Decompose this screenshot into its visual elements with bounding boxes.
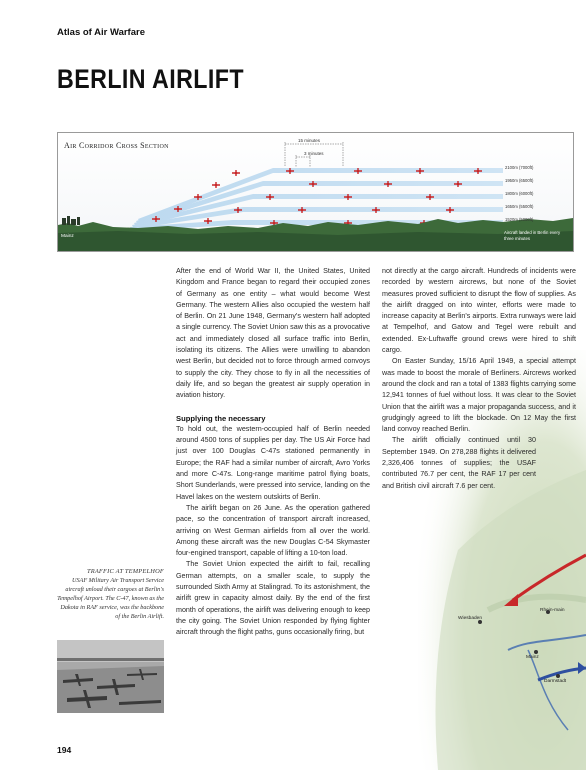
paragraph: To hold out, the western-occupied half of Berlin needed around 4500 tons of supplies per day. The US Air Force had just over 100 Douglas C-47s stationed permanently in Europe; the RAF had a similar number of aircraft, Avro Yorks and more C-47s. Long-range maritime patrol flying boats, Short Sunderlands, were pressed into service, landing on the Havel lakes on the western outskirts of Berlin. [176,424,370,501]
photo-graphic [57,640,164,713]
tempelhof-photo [57,640,164,713]
paragraph: not directly at the cargo aircraft. Hundreds of incidents were recorded by western aircrews, but none of the Soviet measures proved sufficient to disrupt the flow of supplies. As the airlift dragged on into winter, efforts were made to increase capacity at Berlin's airports. Extra runways were laid at Tempelhof, and Gatow and Tegel were rebuilt and extended. Ex-Luftwaffe ground crews were hired to shift cargo. [382,267,576,355]
landing-note: Aircraft landed in Berlin every three minutes [504,230,561,241]
map-label-mainz: Mainz [526,655,539,660]
diagram-title: Air Corridor Cross Section [64,141,169,150]
map-label-wiesbaden: Wiesbaden [458,616,482,621]
air-corridor-diagram [57,132,574,252]
caption-text: USAF Military Air Transport Service aircraft unload their cargoes at Berlin's Tempelhof Airport. The C-47, known as the Dakota in RAF service, was the backbone of the Berlin Airlift. [57,577,164,620]
map-label-darmstadt: Darmstadt [544,679,567,684]
body-column-1 [176,266,370,639]
running-head: Atlas of Air Warfare [57,27,145,38]
page-number: 194 [57,745,72,755]
altitude-label: 1650m (5500ft) [505,204,534,209]
caption-title: TRAFFIC AT TEMPELHOF [86,568,164,575]
photo-caption [57,567,164,621]
page-title: BERLIN AIRLIFT [57,64,245,94]
paragraph: The airlift officially continued until 30 September 1949. On 278,288 flights it delivered 2,326,406 tonnes of supplies; the USAF contributed 76.7 per cent, the RAF 17 per cent and British civil aircraft 7.6 per cent. [382,436,536,490]
altitude-label: 1520m (5000ft) [505,217,534,222]
body-column-2 [382,266,576,492]
altitude-label: 1800m (6000ft) [505,191,534,196]
origin-label: Mainz [61,234,74,239]
map-label-rhein-main: Rhein-main [540,608,565,613]
paragraph: The Soviet Union expected the airlift to fail, recalling German attempts, on a smaller scale, to supply the surrounded Sixth Army at Stalingrad. To its astonishment, the airlift grew in capacity almost daily. By the end of the first month of operations, the airlift was delivering enough to keep the city going. The Soviet Union responded by flying fighter aircraft through the flight paths, guns occasionally firing, but [176,560,370,637]
interval-15-min: 15 minutes [298,138,321,143]
interval-3-min: 3 minutes [304,151,324,156]
altitude-label: 1950m (6500ft) [505,178,534,183]
paragraph: On Easter Sunday, 15/16 April 1949, a special attempt was made to boost the morale of Berliners. Aircrews worked around the clock and ran a total of 1383 flights carrying some 12,941 tonnes of fuel without loss. It was clear to the Soviet Union that the airlift was a major propaganda success, and it grudgingly agreed to lift the blockade. On 12 May the first land convoy reached Berlin. [382,357,576,434]
altitude-label: 2100m (7000ft) [505,165,534,170]
paragraph: After the end of World War II, the United States, United Kingdom and France began to regard their occupied zones of Germany as one entity – what would become West Germany. The western Allies also occupied the western half of Berlin. On 21 June 1948, Germany's western half adopted a single currency. The Soviet Union saw this as a provocative act and immediately closed all surface traffic into Berlin, isolating its citizens. The Allies were unwilling to abandon west Berlin, but decided not to force through armed convoys to supply the city. They chose to fly in all the necessities of daily life, and so began the greatest air supply operation in aviation history. [176,267,370,400]
paragraph: The airlift began on 26 June. As the operation gathered pace, so the concentration of transport aircraft increased, arriving on West German airfields from all over the world. Among these aircraft was the new Douglas C-54 Skymaster four-engined transport, capable of lifting a 10-ton load. [176,503,370,558]
section-heading: Supplying the necessary [176,413,266,423]
